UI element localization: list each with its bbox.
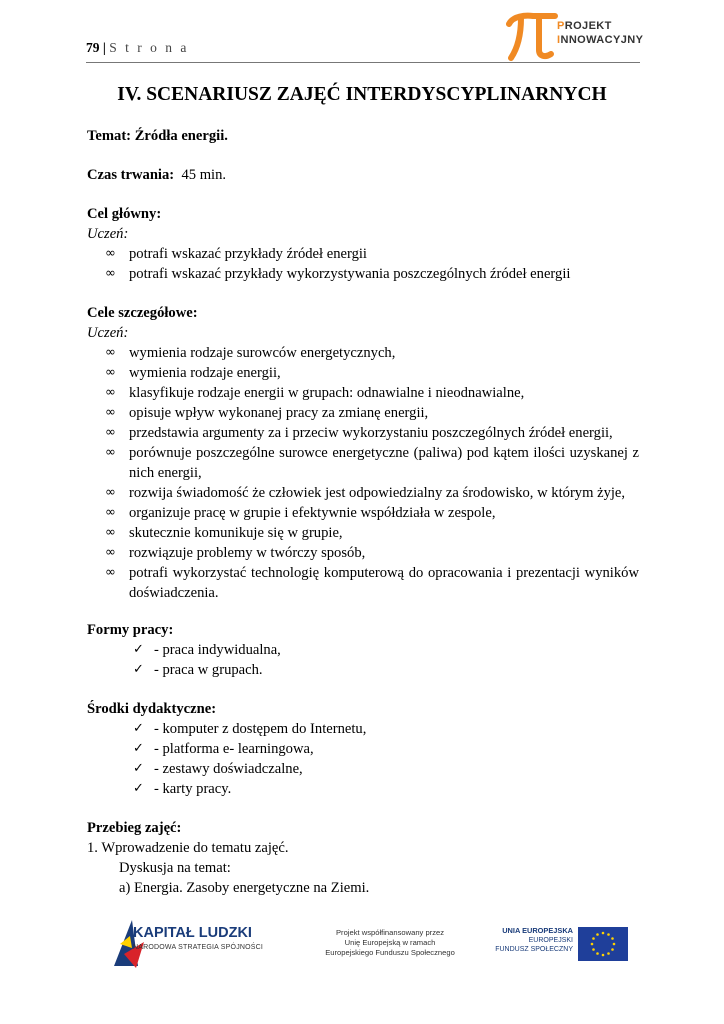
list-item: ✓ - praca indywidualna, bbox=[133, 640, 639, 660]
footer-logos bbox=[88, 906, 648, 980]
duration: Czas trwania: 45 min. bbox=[87, 167, 227, 183]
list-item: ✓ - platforma e- learningowa, bbox=[133, 739, 639, 759]
list-item: ✓ - komputer z dostępem do Internetu, bbox=[133, 719, 639, 739]
main-goal-heading: Cel główny: bbox=[87, 206, 162, 222]
kl-title: KAPITAŁ LUDZKI bbox=[133, 925, 252, 941]
eu-text: UNIA EUROPEJSKA EUROPEJSKI FUNDUSZ SPOŁECZNY bbox=[495, 926, 573, 953]
list-item: ∞ rozwiązuje problemy w twórczy sposób, bbox=[105, 543, 639, 563]
project-logo-text: PROJEKT INNOWACYJNY bbox=[557, 20, 644, 46]
list-item: ∞ potrafi wykorzystać technologię komputerową do opracowania i prezentacji wyników doświadczenia. bbox=[105, 563, 639, 603]
list-item: ∞ porównuje poszczególne surowce energetyczne (paliwa) pod kątem ilości uzyskanej z nich energii, bbox=[105, 443, 639, 483]
course-point-a: a) Energia. Zasoby energetyczne na Ziemi. bbox=[119, 880, 370, 896]
page-header bbox=[86, 40, 189, 56]
page-word: S t r o n a bbox=[109, 40, 189, 55]
list-item: ∞ wymienia rodzaje energii, bbox=[105, 363, 639, 383]
page-number: 79 bbox=[86, 40, 100, 55]
list-item: ∞ opisuje wpływ wykonanej pracy za zmianę energii, bbox=[105, 403, 639, 423]
course-discussion: Dyskusja na temat: bbox=[119, 860, 231, 876]
detailed-goals-subject: Uczeń: bbox=[87, 325, 129, 341]
cofinancing-note: Projekt współfinansowany przez Unię Europejską w ramach Europejskiego Funduszu Społecznego bbox=[325, 928, 455, 957]
list-item: ∞ wymienia rodzaje surowców energetycznych, bbox=[105, 343, 639, 363]
list-item: ∞ skutecznie komunikuje się w grupie, bbox=[105, 523, 639, 543]
topic: Temat: Źródła energii. bbox=[87, 128, 228, 144]
main-goal-subject: Uczeń: bbox=[87, 226, 129, 242]
course-step-1: 1. Wprowadzenie do tematu zajęć. bbox=[87, 840, 289, 856]
header-separator: | bbox=[102, 40, 106, 55]
detailed-goals-heading: Cele szczegółowe: bbox=[87, 305, 198, 321]
list-item: ∞ potrafi wskazać przykłady źródeł energii bbox=[105, 244, 639, 264]
lesson-content bbox=[87, 126, 639, 898]
list-item: ✓ - praca w grupach. bbox=[133, 660, 639, 680]
list-item: ∞ potrafi wskazać przykłady wykorzystywania poszczególnych źródeł energii bbox=[105, 264, 639, 284]
detailed-goals-list bbox=[87, 343, 639, 603]
list-item: ∞ rozwija świadomość że człowiek jest odpowiedzialny za środowisko, w którym żyje, bbox=[105, 483, 639, 503]
header-divider bbox=[86, 62, 640, 63]
teaching-aids-list bbox=[87, 719, 639, 799]
list-item: ✓ - karty pracy. bbox=[133, 779, 639, 799]
list-item: ✓ - zestawy doświadczalne, bbox=[133, 759, 639, 779]
kl-subtitle: NARODOWA STRATEGIA SPÓJNOŚCI bbox=[133, 944, 264, 951]
teaching-aids-heading: Środki dydaktyczne: bbox=[87, 701, 217, 717]
eu-flag-icon bbox=[578, 927, 628, 961]
list-item: ∞ przedstawia argumenty za i przeciw wykorzystaniu poszczególnych źródeł energii, bbox=[105, 423, 639, 443]
course-heading: Przebieg zajęć: bbox=[87, 820, 182, 836]
work-forms-heading: Formy pracy: bbox=[87, 622, 174, 638]
main-goal-list bbox=[87, 244, 639, 284]
list-item: ∞ organizuje pracę w grupie i efektywnie współdziała w zespole, bbox=[105, 503, 639, 523]
page-title: IV. SCENARIUSZ ZAJĘĆ INTERDYSCYPLINARNYCH bbox=[117, 84, 607, 105]
work-forms-list bbox=[87, 640, 639, 680]
list-item: ∞ klasyfikuje rodzaje energii w grupach: odnawialne i nieodnawialne, bbox=[105, 383, 639, 403]
